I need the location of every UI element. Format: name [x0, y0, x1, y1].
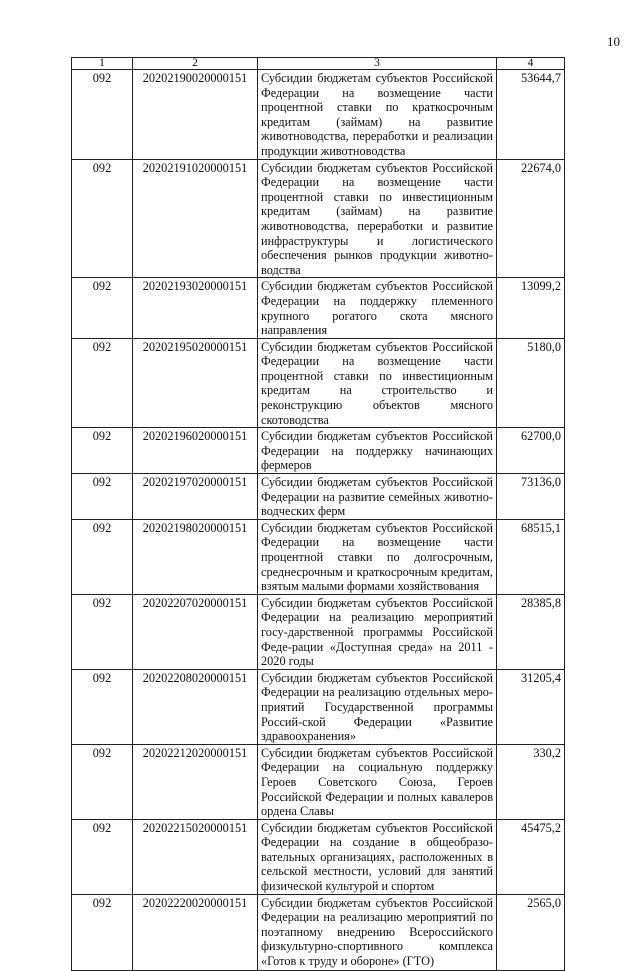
- amount-value: 68515,1: [497, 519, 565, 594]
- subsidy-name: Субсидии бюджетам субъектов Российской Федерации на создание в общеобразо-вательных организациях, расположенных в сельской местности, условий для занятий физической культурой и спортом: [258, 819, 497, 894]
- kbk-code: 20202195020000151: [133, 338, 258, 428]
- kbk-code: 20202207020000151: [133, 594, 258, 669]
- header-col-3: 3: [258, 58, 497, 70]
- admin-code: 092: [72, 474, 133, 520]
- subsidy-name: Субсидии бюджетам субъектов Российской Федерации на реализацию отдельных меро-приятий Государственной программы Россий-ской Федерации «Развитие здравоохранения»: [258, 669, 497, 744]
- kbk-code: 20202196020000151: [133, 428, 258, 474]
- amount-value: 45475,2: [497, 819, 565, 894]
- subsidy-name: Субсидии бюджетам субъектов Российской Федерации на поддержку начинающих фермеров: [258, 428, 497, 474]
- admin-code: 092: [72, 338, 133, 428]
- admin-code: 092: [72, 669, 133, 744]
- subsidy-name: Субсидии бюджетам субъектов Российской Федерации на реализацию мероприятий по поэтапному внедрению Всероссийского физкультурно-спортивного комплекса «Готов к труду и обороне» (ГТО): [258, 894, 497, 970]
- table-row: [72, 819, 565, 894]
- subsidy-name: Субсидии бюджетам субъектов Российской Федерации на социальную поддержку Героев Советского Союза, Героев Российской Федерации и полных кавалеров ордена Славы: [258, 744, 497, 819]
- table-row: [72, 594, 565, 669]
- amount-value: 28385,8: [497, 594, 565, 669]
- admin-code: 092: [72, 519, 133, 594]
- table-row: [72, 70, 565, 160]
- budget-table: [71, 57, 565, 971]
- amount-value: 62700,0: [497, 428, 565, 474]
- kbk-code: 20202197020000151: [133, 474, 258, 520]
- table-row: [72, 159, 565, 278]
- table-row: [72, 519, 565, 594]
- kbk-code: 20202208020000151: [133, 669, 258, 744]
- admin-code: 092: [72, 744, 133, 819]
- subsidy-name: Субсидии бюджетам субъектов Российской Федерации на возмещение части процентной ставки по инвестиционным кредитам на строительство и реконструкцию объектов мясного скотоводства: [258, 338, 497, 428]
- kbk-code: 20202215020000151: [133, 819, 258, 894]
- table-row: [72, 278, 565, 338]
- table-row: [72, 894, 565, 970]
- amount-value: 73136,0: [497, 474, 565, 520]
- kbk-code: 20202212020000151: [133, 744, 258, 819]
- table-row: [72, 669, 565, 744]
- amount-value: 31205,4: [497, 669, 565, 744]
- amount-value: 22674,0: [497, 159, 565, 278]
- kbk-code: 20202220020000151: [133, 894, 258, 970]
- subsidy-name: Субсидии бюджетам субъектов Российской Федерации на реализацию мероприятий госу-дарственной программы Российской Феде-рации «Доступная среда» на 2011 - 2020 годы: [258, 594, 497, 669]
- subsidy-name: Субсидии бюджетам субъектов Российской Федерации на возмещение части процентной ставки по долгосрочным, среднесрочным и краткосрочным кредитам, взятым малыми формами хозяйствования: [258, 519, 497, 594]
- amount-value: 53644,7: [497, 70, 565, 160]
- admin-code: 092: [72, 278, 133, 338]
- admin-code: 092: [72, 594, 133, 669]
- subsidy-name: Субсидии бюджетам субъектов Российской Федерации на развитие семейных животно-водческих ферм: [258, 474, 497, 520]
- admin-code: 092: [72, 70, 133, 160]
- kbk-code: 20202190020000151: [133, 70, 258, 160]
- header-col-4: 4: [497, 58, 565, 70]
- table-row: [72, 744, 565, 819]
- table-row: [72, 474, 565, 520]
- amount-value: 330,2: [497, 744, 565, 819]
- table-body: [72, 70, 565, 971]
- header-row: [72, 58, 565, 70]
- admin-code: 092: [72, 819, 133, 894]
- kbk-code: 20202193020000151: [133, 278, 258, 338]
- table-row: [72, 428, 565, 474]
- table-header: [72, 58, 565, 70]
- subsidy-name: Субсидии бюджетам субъектов Российской Федерации на возмещение части процентной ставки по инвестиционным кредитам (займам) на развитие животноводства, переработки и развитие инфраструктуры и логистического обеспечения рынков продукции животно-водства: [258, 159, 497, 278]
- amount-value: 2565,0: [497, 894, 565, 970]
- header-col-1: 1: [72, 58, 133, 70]
- admin-code: 092: [72, 428, 133, 474]
- table-row: [72, 338, 565, 428]
- amount-value: 5180,0: [497, 338, 565, 428]
- admin-code: 092: [72, 159, 133, 278]
- kbk-code: 20202191020000151: [133, 159, 258, 278]
- admin-code: 092: [72, 894, 133, 970]
- page-number: 10: [607, 34, 620, 49]
- amount-value: 13099,2: [497, 278, 565, 338]
- subsidy-name: Субсидии бюджетам субъектов Российской Федерации на возмещение части процентной ставки по краткосрочным кредитам (займам) на развитие животноводства, переработки и реализации продукции животноводства: [258, 70, 497, 160]
- header-col-2: 2: [133, 58, 258, 70]
- kbk-code: 20202198020000151: [133, 519, 258, 594]
- subsidy-name: Субсидии бюджетам субъектов Российской Федерации на поддержку племенного крупного рогатого скота мясного направления: [258, 278, 497, 338]
